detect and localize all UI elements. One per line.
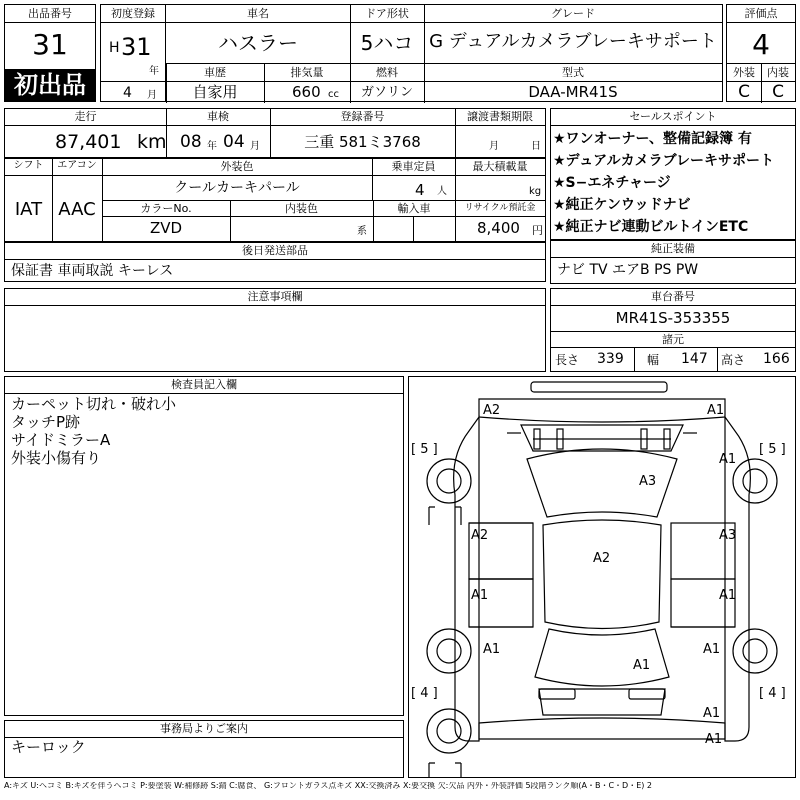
model-label: 型式 — [562, 66, 584, 79]
int-color-unit: 系 — [357, 226, 367, 237]
later-parts-box — [4, 242, 546, 282]
first-reg-year: 31 — [121, 33, 152, 61]
lot-box — [4, 4, 96, 102]
chassis-label: 車台番号 — [651, 290, 695, 303]
tire-tread-front-left: [ 5 ] — [411, 442, 438, 457]
plate-value: 三重 581ミ3768 — [304, 133, 421, 151]
mileage-value: 87,401 — [55, 131, 122, 153]
car-name-label: 車名 — [247, 7, 269, 20]
recycle-label: リサイクル預託金 — [464, 203, 536, 213]
shift-label: シフト — [13, 160, 44, 171]
grade-value: G デュアルカメラブレーキサポート — [429, 31, 717, 52]
model-value: DAA-MR41S — [528, 83, 618, 101]
inspection-month-unit: 月 — [250, 141, 260, 152]
office-label: 事務局よりご案内 — [160, 722, 248, 735]
shift-value: IAT — [14, 199, 43, 220]
mark-front-left: A2 — [483, 403, 501, 418]
mark-right-rear-fender: A1 — [703, 642, 721, 657]
inspector-line-2: タッチP跡 — [11, 413, 81, 431]
mileage-unit: km — [137, 131, 167, 153]
load-unit: kg — [529, 186, 542, 197]
capacity-value: 4 — [415, 181, 425, 199]
chassis-value: MR41S-353355 — [615, 309, 731, 327]
sales-point-1: ★ワンオーナー、整備記録簿 有 — [553, 131, 752, 147]
capacity-unit: 人 — [437, 186, 447, 197]
interior-label: 内装 — [767, 66, 789, 79]
tire-tread-rear-left: [ 4 ] — [411, 686, 438, 701]
sales-point-2: ★デュアルカメラブレーキサポート — [553, 153, 775, 169]
lot-label: 出品番号 — [28, 7, 72, 20]
later-parts-label: 後日発送部品 — [242, 244, 308, 257]
height-value: 166 — [763, 351, 790, 367]
mark-front-right: A1 — [707, 403, 725, 418]
inspector-box — [4, 376, 404, 716]
score-value: 4 — [752, 28, 770, 61]
inspector-line-3: サイドミラーA — [11, 431, 111, 449]
width-label: 幅 — [647, 353, 660, 367]
height-label: 高さ — [721, 353, 746, 367]
first-reg-month: 4 — [123, 85, 132, 101]
car-info-box — [165, 4, 723, 102]
load-label: 最大積載量 — [472, 160, 528, 173]
chassis-box — [550, 288, 796, 372]
transfer-day-unit: 日 — [531, 141, 541, 152]
first-registration-box — [100, 4, 166, 102]
fuel-value: ガソリン — [360, 85, 413, 100]
car-name: ハスラー — [218, 31, 298, 55]
equipment-value: ナビ TV エアB PS PW — [557, 262, 699, 278]
color-no-value: ZVD — [149, 219, 183, 237]
int-color-label: 内装色 — [285, 202, 318, 215]
inspection-label: 車検 — [207, 110, 229, 123]
length-label: 長さ — [555, 353, 580, 367]
spec-row — [4, 158, 546, 242]
first-reg-label: 初度登録 — [111, 7, 155, 20]
door-type: 5ハコ — [360, 31, 414, 55]
ac-value: AAC — [58, 199, 96, 220]
width-value: 147 — [681, 351, 708, 367]
grade-label: グレード — [551, 7, 595, 20]
inspection-month: 04 — [223, 132, 245, 152]
tire-tread-front-right: [ 5 ] — [759, 442, 786, 457]
office-box — [4, 720, 404, 778]
history-value: 自家用 — [192, 83, 238, 101]
inspector-label: 検査員記入欄 — [171, 378, 237, 391]
inspection-year-unit: 年 — [207, 141, 217, 152]
notes-label: 注意事項欄 — [247, 290, 303, 303]
month-unit: 月 — [147, 90, 157, 101]
mark-rear-window: A1 — [633, 658, 651, 673]
dimensions-label: 諸元 — [662, 333, 684, 346]
year-unit: 年 — [149, 66, 159, 77]
mark-left-rear-door: A1 — [471, 588, 489, 603]
ext-color-label: 外装色 — [220, 160, 254, 173]
displacement-unit: cc — [328, 89, 339, 100]
inspector-line-1: カーペット切れ・破れ小 — [11, 395, 177, 413]
color-no-label: カラーNo. — [140, 202, 192, 215]
damage-legend: A:キズ U:ヘコミ B:キズを伴うヘコミ P:要塗装 W:補修跡 S:錆 C:腐食、 G:フロントガラス点キズ XX:交換済み X:要交換 欠:欠品 内外・外装評価 5段階ランク順(A・B・C・D・E) 2 — [4, 782, 653, 790]
mark-rear-bumper: A1 — [703, 706, 721, 721]
recycle-value: 8,400 — [477, 219, 520, 237]
sales-point-5: ★純正ナビ連動ビルトインETC — [553, 219, 749, 235]
capacity-label: 乗車定員 — [391, 160, 436, 173]
mark-windshield: A3 — [639, 474, 657, 489]
first-listing-badge: 初出品 — [5, 69, 95, 101]
mark-right-front-door: A3 — [719, 528, 737, 543]
ext-color-value: クールカーキパール — [174, 180, 300, 196]
fuel-label: 燃料 — [376, 66, 398, 79]
office-value: キーロック — [11, 738, 86, 756]
notes-box — [4, 288, 546, 372]
equipment-label: 純正装備 — [651, 242, 695, 255]
transfer-label: 譲渡書類期限 — [467, 110, 533, 123]
recycle-unit: 円 — [532, 224, 543, 237]
score-label: 評価点 — [744, 7, 778, 20]
history-label: 車歴 — [204, 66, 226, 79]
displacement-value: 660 — [292, 83, 321, 101]
import-label: 輸入車 — [397, 202, 431, 215]
door-label: ドア形状 — [365, 7, 409, 20]
length-value: 339 — [597, 351, 624, 367]
era-mark: H — [109, 40, 120, 56]
car-diagram-box — [408, 376, 796, 778]
car-diagram — [409, 377, 795, 777]
sales-points-label: セールスポイント — [629, 110, 717, 123]
mark-right-rear-door: A1 — [719, 588, 737, 603]
sales-points-box — [550, 108, 796, 240]
interior-grade: C — [772, 82, 784, 102]
mark-left-front-door: A2 — [471, 528, 489, 543]
inspection-year: 08 — [180, 132, 202, 152]
mileage-inspection-row — [4, 108, 546, 158]
transfer-month-unit: 月 — [489, 141, 499, 152]
ac-label: エアコン — [57, 160, 97, 171]
later-parts-value: 保証書 車両取説 キーレス — [11, 263, 174, 279]
score-box — [726, 4, 796, 102]
sales-point-3: ★S−エネチャージ — [553, 175, 671, 191]
mark-roof: A2 — [593, 551, 611, 566]
mark-right-front-fender: A1 — [719, 452, 737, 467]
displacement-label: 排気量 — [290, 66, 324, 79]
mileage-label: 走行 — [74, 110, 97, 123]
mark-left-rear-fender: A1 — [483, 642, 501, 657]
tire-tread-rear-right: [ 4 ] — [759, 686, 786, 701]
sales-point-4: ★純正ケンウッドナビ — [553, 197, 691, 213]
plate-label: 登録番号 — [340, 110, 385, 123]
equipment-box — [550, 240, 796, 284]
mark-spare: A1 — [705, 732, 723, 747]
exterior-label: 外装 — [733, 66, 755, 79]
exterior-grade: C — [738, 82, 750, 102]
lot-number: 31 — [32, 28, 68, 61]
inspector-line-4: 外装小傷有り — [11, 449, 102, 467]
